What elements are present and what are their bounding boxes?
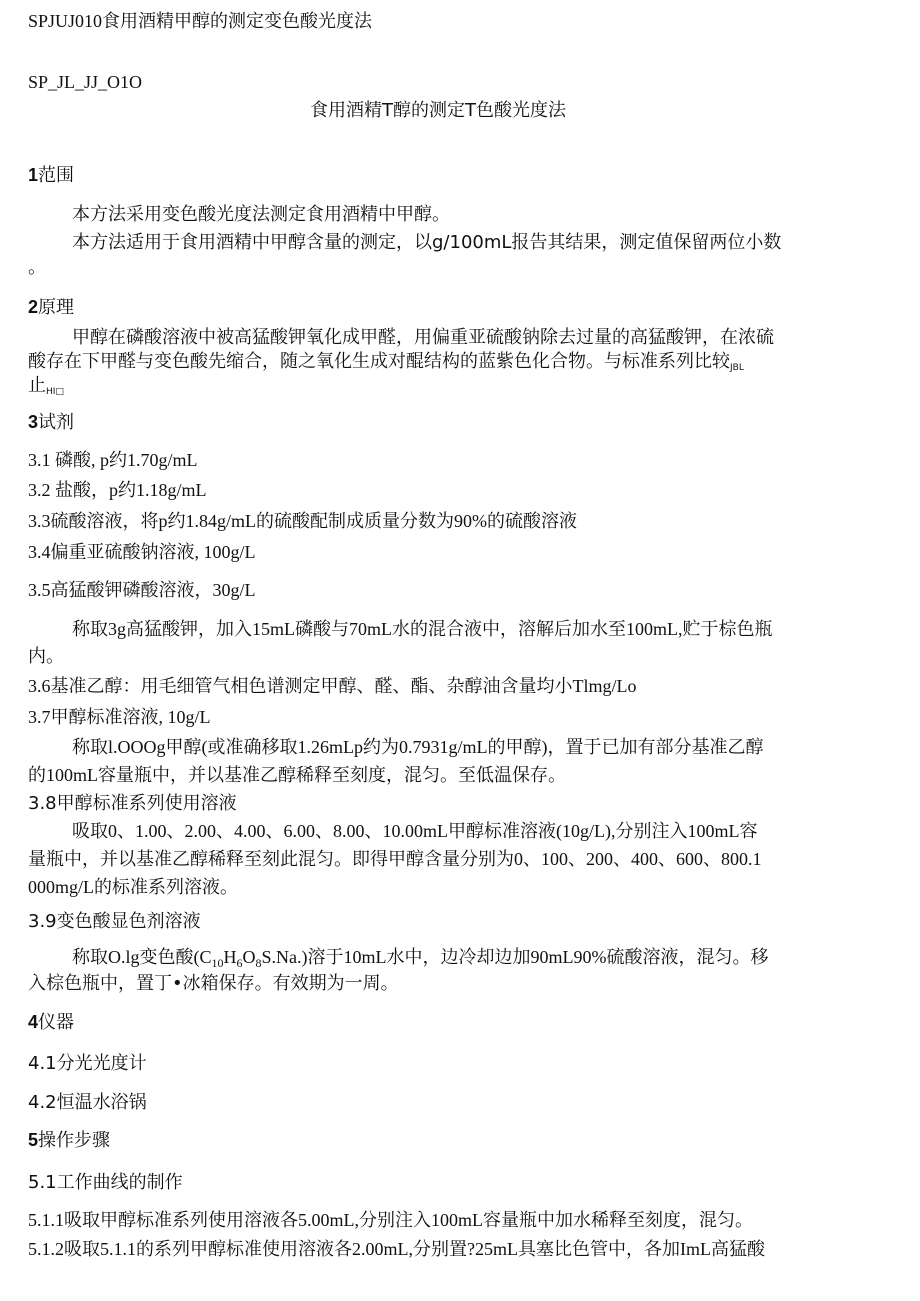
- item-3-9-text-1-pre: 称取O.lg变色酸(C: [72, 947, 212, 967]
- item-3-3: 3.3硫酸溶液，将p约1.84g/mL的硫酸配制成质量分数为90%的硫酸溶液: [28, 511, 577, 531]
- item-3-9-text-1-post: S.Na.)溶于10mL水中，边冷却边加90mL90%硫酸溶液，混匀。移: [261, 947, 769, 967]
- item-3-5-text-1: 称取3g高猛酸钾，加入15mL磷酸与70mL水的混合液中，溶解后加水至100mL,贮于棕色瓶: [72, 619, 773, 639]
- principle-line-3-small: HI□: [46, 387, 64, 397]
- section-1-title: 范围: [38, 165, 75, 186]
- section-2-number: 2: [28, 297, 39, 317]
- item-4-2: 4.2恒温水浴锅: [28, 1092, 147, 1113]
- principle-line-2-small: JBL: [730, 363, 744, 373]
- item-3-9-text-1: [72, 945, 768, 969]
- section-1-number: 1: [28, 165, 39, 185]
- item-3-8-text-3: 000mg/L的标准系列溶液。: [28, 877, 238, 897]
- item-3-2: 3.2 盐酸，p约1.18g/mL: [28, 480, 207, 500]
- section-1-paragraph-1: 本方法采用变色酸光度法测定食用酒精中甲醇。: [72, 204, 450, 225]
- principle-line-2: [28, 350, 744, 380]
- item-3-9: 3.9变色酸显色剂溶液: [28, 911, 201, 932]
- section-4-heading: [28, 1010, 74, 1035]
- principle-line-3-text: 止: [28, 375, 46, 396]
- item-5-1-2: 5.1.2吸取5.1.1的系列甲醇标准使用溶液各2.00mL,分别置?25mL具塞比色管中，各加ImL高猛酸: [28, 1239, 765, 1259]
- document-code: SP_JL_JJ_O1O: [28, 72, 143, 92]
- formula-subscript-2: 6: [236, 956, 243, 970]
- item-3-1: 3.1 磷酸, p约1.70g/mL: [28, 450, 198, 470]
- formula-subscript-1: 10: [211, 956, 224, 970]
- running-title: SPJUJ010食用酒精甲醇的测定变色酸光度法: [28, 11, 373, 31]
- item-3-8: 3.8甲醇标准系列使用溶液: [28, 793, 237, 814]
- section-3-title: 试剂: [38, 412, 75, 433]
- section-4-number: 4: [28, 1012, 39, 1032]
- section-5-heading: [28, 1128, 110, 1153]
- item-3-4: 3.4偏重亚硫酸钠溶液, 100g/L: [28, 542, 256, 562]
- item-3-9-text-2: 入棕色瓶中，置丁•冰箱保存。有效期为一周。: [28, 973, 399, 994]
- item-3-6: 3.6基准乙醇：用毛细管气相色谱测定甲醇、醛、酯、杂醇油含量均小Tlmg/Lo: [28, 676, 637, 696]
- principle-line-1: 甲醇在磷酸溶液中被高猛酸钾氧化成甲醛，用偏重亚硫酸钠除去过量的高猛酸钾，在浓硫: [72, 327, 774, 348]
- item-5-1-1: 5.1.1吸取甲醇标准系列使用溶液各5.00mL,分别注入100mL容量瓶中加水稀释至刻度，混匀。: [28, 1210, 753, 1230]
- document-title: 食用酒精T醇的测定T色酸光度法: [310, 100, 566, 121]
- section-1-heading: [28, 163, 74, 188]
- item-3-7-text-2: 的100mL容量瓶中，并以基准乙醇稀释至刻度，混匀。至低温保存。: [28, 765, 566, 785]
- section-2-heading: [28, 295, 74, 320]
- item-4-1: 4.1分光光度计: [28, 1053, 147, 1074]
- item-3-7-text-1: 称取l.OOOg甲醇(或准确移取1.26mLp约为0.7931g/mL的甲醇)，置于已加有部分基准乙醇: [72, 737, 764, 757]
- item-3-7: 3.7甲醇标准溶液, 10g/L: [28, 707, 211, 727]
- formula-element-o: O: [242, 947, 256, 967]
- item-3-8-text-2: 量瓶中，并以基准乙醇稀释至刻此混匀。即得甲醇含量分别为0、100、200、400、600、800.1: [28, 849, 762, 869]
- item-3-8-text-1: 吸取0、1.00、2.00、4.00、6.00、8.00、10.00mL甲醇标准溶液(10g/L),分别注入100mL容: [72, 821, 758, 841]
- principle-line-3: [28, 374, 64, 404]
- principle-line-2-text: 酸存在下甲醛与变色酸先缩合，随之氧化生成对醌结构的蓝紫色化合物。与标准系列比较: [28, 351, 730, 372]
- item-3-5-text-2: 内。: [28, 646, 64, 667]
- section-1-paragraph-2: 本方法适用于食用酒精中甲醇含量的测定，以g/100mL报告其结果，测定值保留两位小数: [72, 232, 782, 253]
- formula-element-h: H: [223, 947, 237, 967]
- section-5-title: 操作步骤: [38, 1130, 111, 1151]
- section-1-paragraph-2-end: 。: [28, 257, 46, 278]
- formula-subscript-3: 8: [255, 956, 262, 970]
- section-4-title: 仪器: [38, 1012, 75, 1033]
- section-5-number: 5: [28, 1130, 39, 1150]
- item-5-1: 5.1工作曲线的制作: [28, 1172, 183, 1193]
- section-3-heading: [28, 410, 74, 435]
- item-3-5: 3.5高猛酸钾磷酸溶液，30g/L: [28, 580, 256, 600]
- section-3-number: 3: [28, 412, 39, 432]
- section-2-title: 原理: [38, 297, 75, 318]
